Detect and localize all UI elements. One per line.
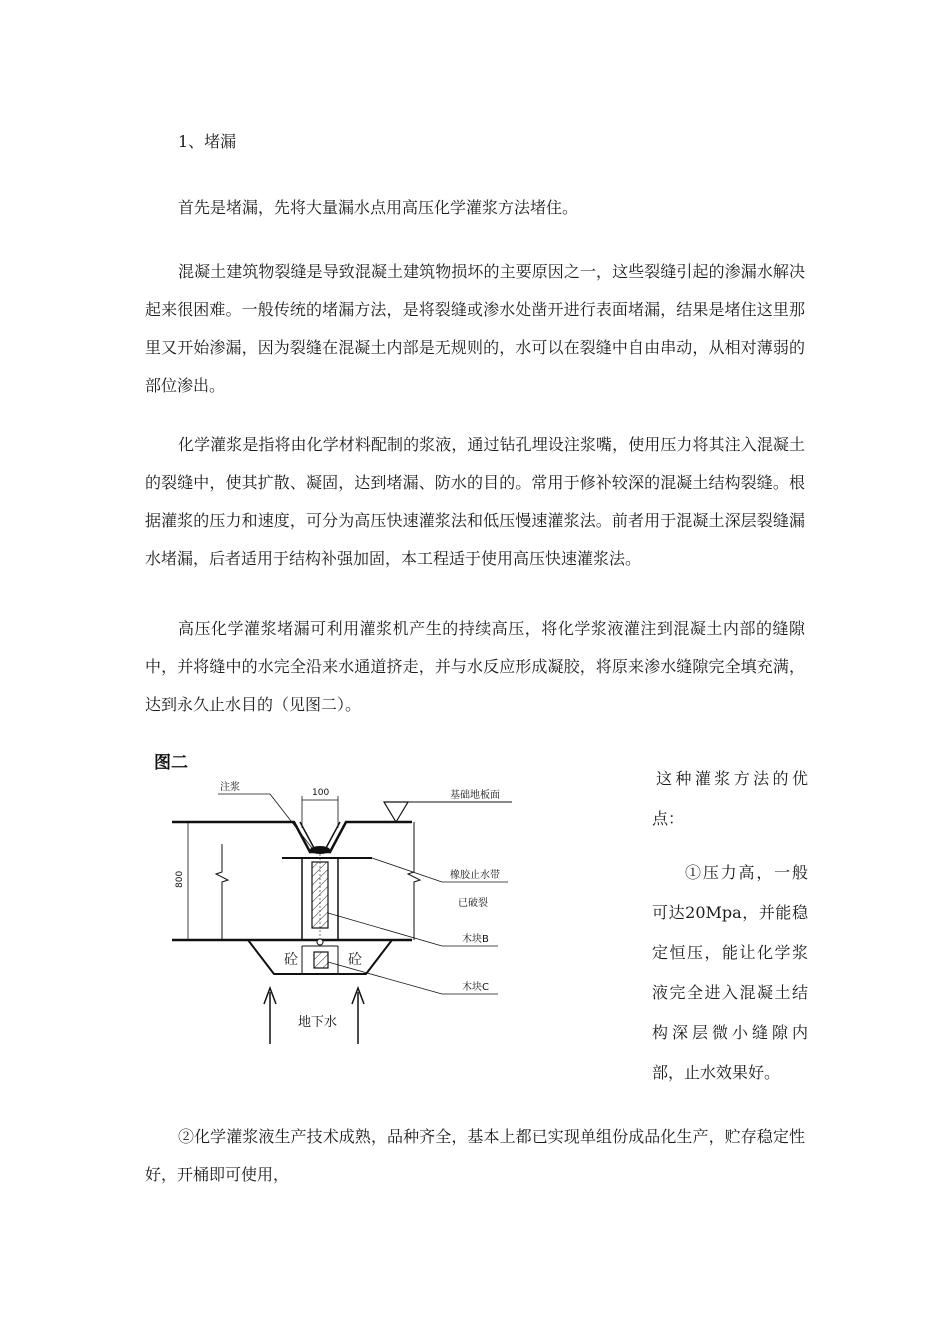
waterstop-bulb [317,939,323,945]
wood-block-b [312,862,328,928]
block-c-label: 木块C [462,982,489,993]
groundwater-label: 地下水 [298,1015,338,1030]
paragraph-crack-cause: 混凝土建筑物裂缝是导致混凝土建筑物损坏的主要原因之一，这些裂缝引起的渗漏水解决起来很困难。一般传统的堵漏方法，是将裂缝或渗水处凿开进行表面堵漏，结果是堵住这里那里又开始渗漏，因为裂缝在混凝土内部是无规则的，水可以在裂缝中自由串动，从相对薄弱的部位渗出。 [145,262,805,395]
block-c-leader [328,962,442,994]
waterstop-label: 橡胶止水带 [450,870,500,881]
waterstop-leader [372,858,442,882]
grouting-diagram [152,748,632,1058]
wood-block-c [314,952,328,968]
grout-fill [310,846,330,854]
block-b-label: 木块B [462,934,489,945]
concrete-label-right: 砼 [348,952,362,968]
section-heading: 1、堵漏 [178,132,237,151]
broken-label: 已破裂 [458,898,488,909]
floor-label: 基础地板面 [450,790,500,801]
advantage-two: ②化学灌浆液生产技术成熟，品种齐全，基本上都已实现单组份成品化生产，贮存稳定性好，开桶即可使用， [145,1127,805,1184]
depth-dimension-label: 800 [175,870,185,888]
concrete-label-left: 砼 [284,952,298,968]
width-dimension-label: 100 [312,788,330,798]
advantages-intro: 这种灌浆方法的优点： [652,769,808,828]
floor-surface-line [172,822,412,852]
paragraph-chemical-grouting: 化学灌浆是指将由化学材料配制的浆液，通过钻孔埋设注浆嘴，使用压力将其注入混凝土的裂缝中，使其扩散、凝固，达到堵漏、防水的目的。常用于修补较深的混凝土结构裂缝。根据灌浆的压力和速度，可分为高压快速灌浆法和低压慢速灌浆法。前者用于混凝土深层裂缝漏水堵漏，后者适用于结构补强加固，本工程适于使用高压快速灌浆法。 [145,435,805,568]
level-marker-icon [384,802,408,822]
advantage-one: ①压力高，一般可达20Mpa，并能稳定恒压，能让化学浆液完全进入混凝土结构深层微小缝隙内部，止水效果好。 [652,863,808,1082]
paragraph-plugging-first: 首先是堵漏，先将大量漏水点用高压化学灌浆方法堵住。 [178,198,579,217]
grout-label: 注浆 [220,782,240,793]
figure-two [152,748,632,1058]
break-line-left [216,844,228,940]
break-line-right [408,822,420,940]
figure-title: 图二 [154,753,188,773]
paragraph-high-pressure: 高压化学灌浆堵漏可利用灌浆机产生的持续高压，将化学浆液灌注到混凝土内部的缝隙中，并将缝中的水完全沿来水通道挤走，并与水反应形成凝胶，将原来渗水缝隙完全填充满，达到永久止水目的（见图二）。 [145,619,805,714]
